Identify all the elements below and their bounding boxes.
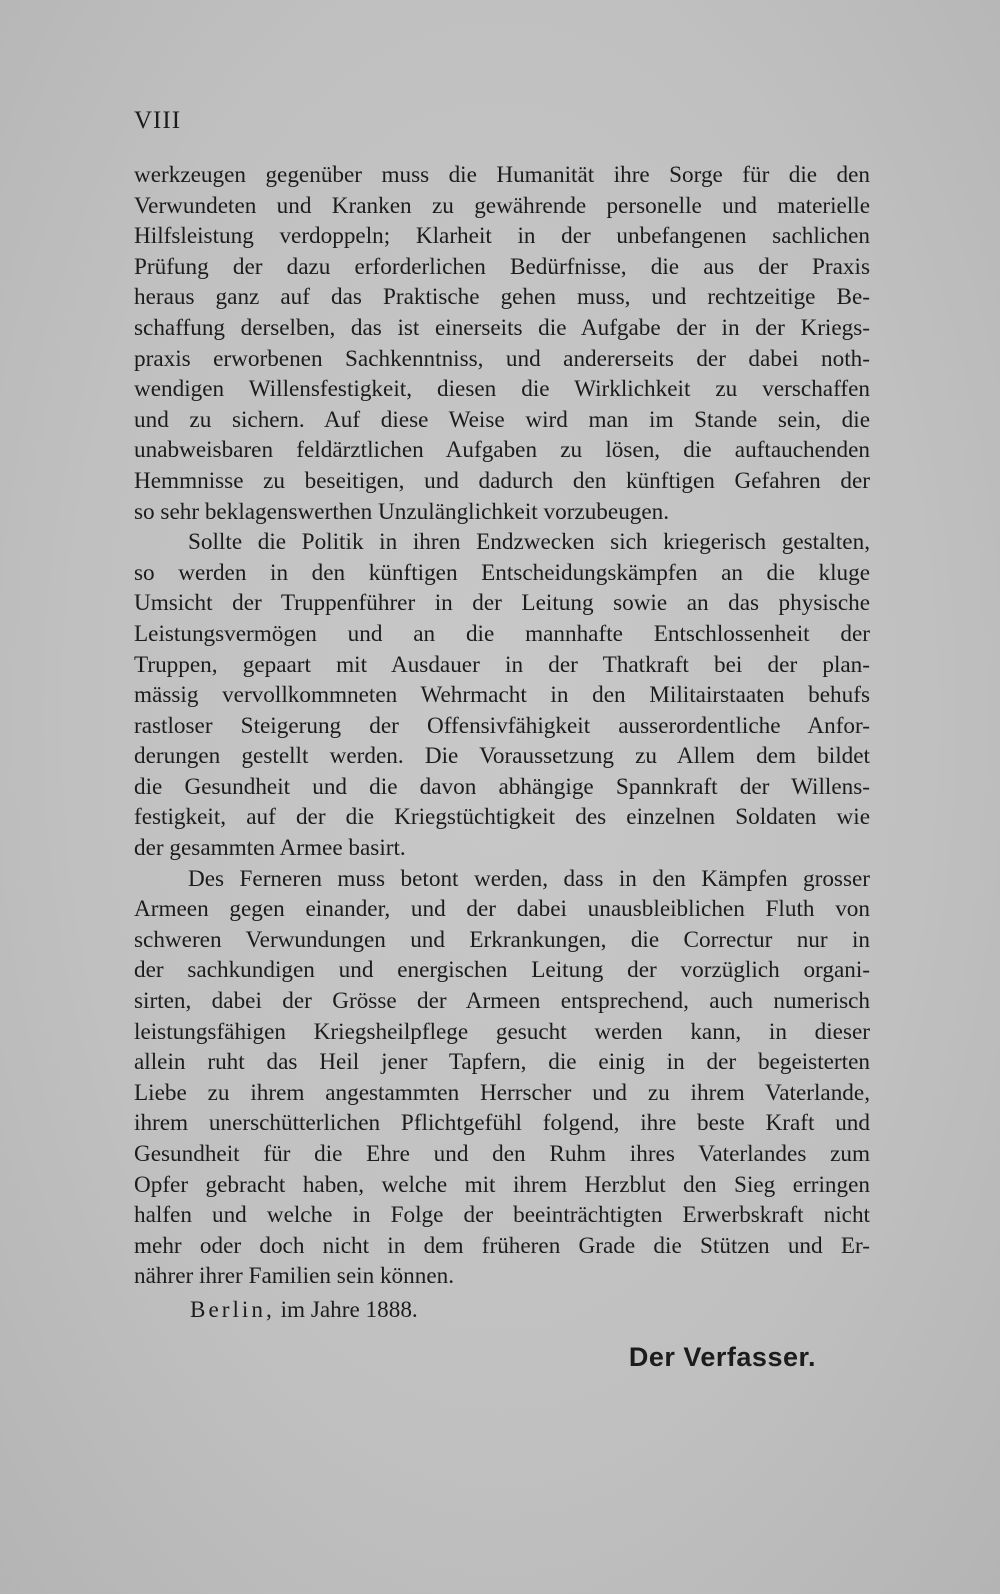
text-line: derungen gestellt werden. Die Voraussetzung zu Allem dem bildet [134,743,870,770]
text-line: festigkeit, auf der die Kriegstüchtigkeit des einzelnen Soldaten wie [134,804,870,831]
text-line: sirten, dabei der Grösse der Armeen entsprechend, auch numerisch [134,988,870,1015]
text-line: die Gesundheit und die davon abhängige Spannkraft der Willens- [134,773,870,800]
text-line: Sollte die Politik in ihren Endzwecken sich kriegerisch gestalten, [188,529,870,556]
text-line: halfen und welche in Folge der beeinträchtigten Erwerbskraft nicht [134,1202,870,1229]
text-line: Truppen, gepaart mit Ausdauer in der Thatkraft bei der plan- [134,651,870,678]
text-line: leistungsfähigen Kriegsheilpflege gesucht werden kann, in dieser [134,1018,870,1045]
text-line: und zu sichern. Auf diese Weise wird man im Stande sein, die [134,406,870,433]
text-line: Armeen gegen einander, und der dabei unausbleiblichen Fluth von [134,896,870,923]
text-line: Hilfsleistung verdoppeln; Klarheit in der unbefangenen sachlichen [134,223,870,250]
text-line: schaffung derselben, das ist einerseits die Aufgabe der in der Kriegs- [134,314,870,341]
text-line: wendigen Willensfestigkeit, diesen die Wirklichkeit zu verschaffen [134,376,870,403]
text-line: Prüfung der dazu erforderlichen Bedürfnisse, die aus der Praxis [134,253,870,280]
text-line: der sachkundigen und energischen Leitung der vorzüglich organi- [134,957,870,984]
page-number: VIII [134,107,182,134]
text-line: Leistungsvermögen und an die mannhafte Entschlossenheit der [134,620,870,647]
body-text [134,160,870,1292]
text-line: ihrem unerschütterlichen Pflichtgefühl folgend, ihre beste Kraft und [134,1110,870,1137]
text-line: Des Ferneren muss betont werden, dass in den Kämpfen grosser [188,865,870,892]
text-line: der gesammten Armee basirt. [134,835,406,862]
text-line: heraus ganz auf das Praktische gehen muss, und rechtzeitige Be- [134,284,870,311]
text-line: Liebe zu ihrem angestammten Herrscher und zu ihrem Vaterlande, [134,1079,870,1106]
text-line: rastloser Steigerung der Offensivfähigkeit ausserordentliche Anfor- [134,712,870,739]
text-line: Umsicht der Truppenführer in der Leitung sowie an das physische [134,590,870,617]
text-line: schweren Verwundungen und Erkrankungen, die Correctur nur in [134,926,870,953]
text-line: Hemmnisse zu beseitigen, und dadurch den künftigen Gefahren der [134,467,870,494]
text-line: werkzeugen gegenüber muss die Humanität ihre Sorge für die den [134,162,870,188]
text-line: Verwundeten und Kranken zu gewährende personelle und materielle [134,192,870,219]
dateline-place: Berlin, [190,1297,275,1323]
text-line: praxis erworbenen Sachkenntniss, und andererseits der dabei noth- [134,345,870,372]
text-line: so werden in den künftigen Entscheidungskämpfen an die kluge [134,559,870,586]
text-line: unabweisbaren feldärztlichen Aufgaben zu lösen, die auftauchenden [134,437,870,464]
dateline [190,1295,418,1325]
text-line: nährer ihrer Familien sein können. [134,1263,455,1290]
dateline-year: im Jahre 1888. [274,1297,418,1323]
text-line: Opfer gebracht haben, welche mit ihrem Herzblut den Sieg erringen [134,1171,870,1198]
text-line: so sehr beklagenswerthen Unzulänglichkeit vorzubeugen. [134,498,670,525]
text-line: mässig vervollkommneten Wehrmacht in den Militairstaaten behufs [134,682,870,709]
text-line: Gesundheit für die Ehre und den Ruhm ihres Vaterlandes zum [134,1141,870,1167]
text-line: allein ruht das Heil jener Tapfern, die einig in der begeisterten [134,1049,870,1076]
text-line: mehr oder doch nicht in dem früheren Grade die Stützen und Er- [134,1232,870,1259]
author-signature: Der Verfasser. [628,1342,816,1372]
